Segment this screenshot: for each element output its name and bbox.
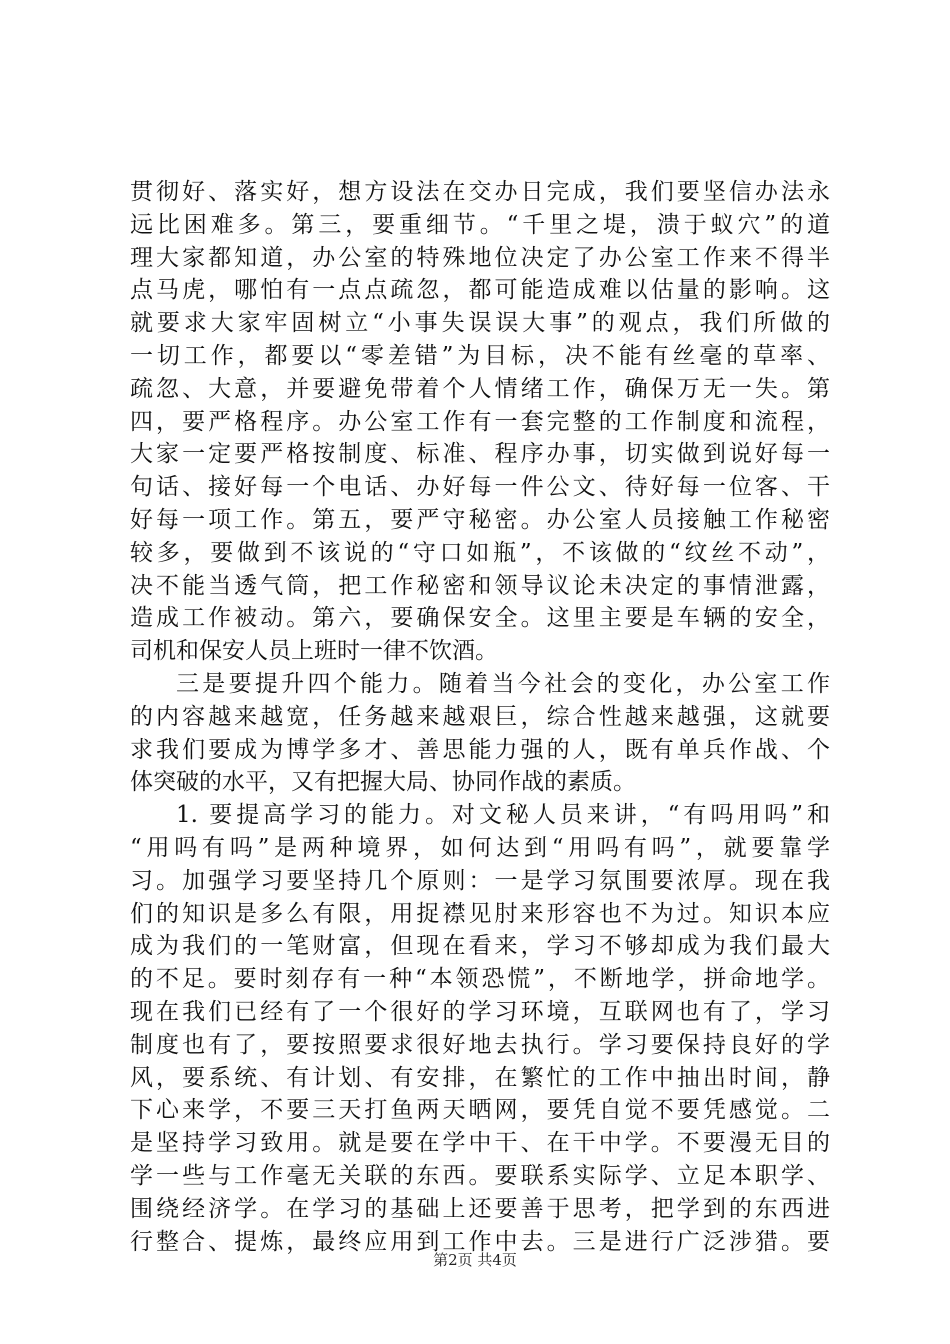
text-line: 句话、接好每一个电话、办好每一件公文、待好每一位客、干	[130, 474, 830, 501]
text-line: 点马虎，哪怕有一点点疏忽，都可能造成难以估量的影响。这	[130, 277, 830, 304]
text-line: 下心来学，不要三天打鱼两天晒网，要凭自觉不要凭感觉。二	[130, 1097, 830, 1124]
text-line: 的内容越来越宽，任务越来越艰巨，综合性越来越强，这就要	[130, 703, 830, 730]
text-line: 习。加强学习要坚持几个原则：一是学习氛围要浓厚。现在我	[130, 867, 830, 894]
text-line: 求我们要成为博学多才、善思能力强的人，既有单兵作战、个	[130, 736, 830, 763]
text-line: 的不足。要时刻存有一种“本领恐慌”，不断地学，拼命地学。	[130, 966, 830, 993]
text-line: “用吗有吗”是两种境界，如何达到“用吗有吗”，就要靠学	[130, 834, 830, 861]
text-line: 司机和保安人员上班时一律不饮酒。	[130, 638, 498, 665]
text-line: 风，要系统、有计划、有安排，在繁忙的工作中抽出时间，静	[130, 1064, 830, 1091]
text-line: 是坚持学习致用。就是要在学中干、在干中学。不要漫无目的	[130, 1130, 830, 1157]
text-line: 理大家都知道，办公室的特殊地位决定了办公室工作来不得半	[130, 244, 830, 271]
text-line: 造成工作被动。第六，要确保安全。这里主要是车辆的安全，	[130, 605, 830, 632]
text-line: 一切工作，都要以“零差错”为目标，决不能有丝毫的草率、	[130, 342, 830, 369]
text-line: 三是要提升四个能力。随着当今社会的变化，办公室工作	[176, 670, 830, 697]
text-line: 远比困难多。第三，要重细节。“千里之堤，溃于蚁穴”的道	[130, 211, 830, 238]
text-line: 疏忽、大意，并要避免带着个人情绪工作，确保万无一失。第	[130, 375, 830, 402]
text-line: 围绕经济学。在学习的基础上还要善于思考，把学到的东西进	[130, 1195, 830, 1222]
page-footer: 第2页 共4页	[433, 1251, 517, 1269]
body-text	[130, 176, 830, 1258]
text-line: 好每一项工作。第五，要严守秘密。办公室人员接触工作秘密	[130, 506, 830, 533]
text-line: 成为我们的一笔财富，但现在看来，学习不够却成为我们最大	[130, 933, 830, 960]
text-line: 学一些与工作毫无关联的东西。要联系实际学、立足本职学、	[130, 1162, 830, 1189]
text-line: 决不能当透气筒，把工作秘密和领导议论未决定的事情泄露，	[130, 572, 830, 599]
text-line: 现在我们已经有了一个很好的学习环境，互联网也有了，学习	[130, 998, 830, 1025]
text-line: 大家一定要严格按制度、标准、程序办事，切实做到说好每一	[130, 441, 830, 468]
text-line: 贯彻好、落实好，想方设法在交办日完成，我们要坚信办法永	[130, 179, 830, 205]
text-line: 就要求大家牢固树立“小事失误误大事”的观点，我们所做的	[130, 310, 830, 337]
text-line: 较多，要做到不该说的“守口如瓶”，不该做的“纹丝不动”，	[130, 539, 830, 566]
text-line: 四，要严格程序。办公室工作有一套完整的工作制度和流程，	[130, 408, 830, 435]
text-line: 体突破的水平，又有把握大局、协同作战的素质。	[130, 769, 636, 796]
text-line: 们的知识是多么有限，用捉襟见肘来形容也不为过。知识本应	[130, 900, 830, 927]
text-line: 制度也有了，要按照要求很好地去执行。学习要保持良好的学	[130, 1031, 830, 1058]
text-line: 行整合、提炼，最终应用到工作中去。三是进行广泛涉猎。要	[130, 1228, 830, 1255]
text-line: 1. 要提高学习的能力。对文秘人员来讲，“有吗用吗”和	[176, 802, 830, 829]
